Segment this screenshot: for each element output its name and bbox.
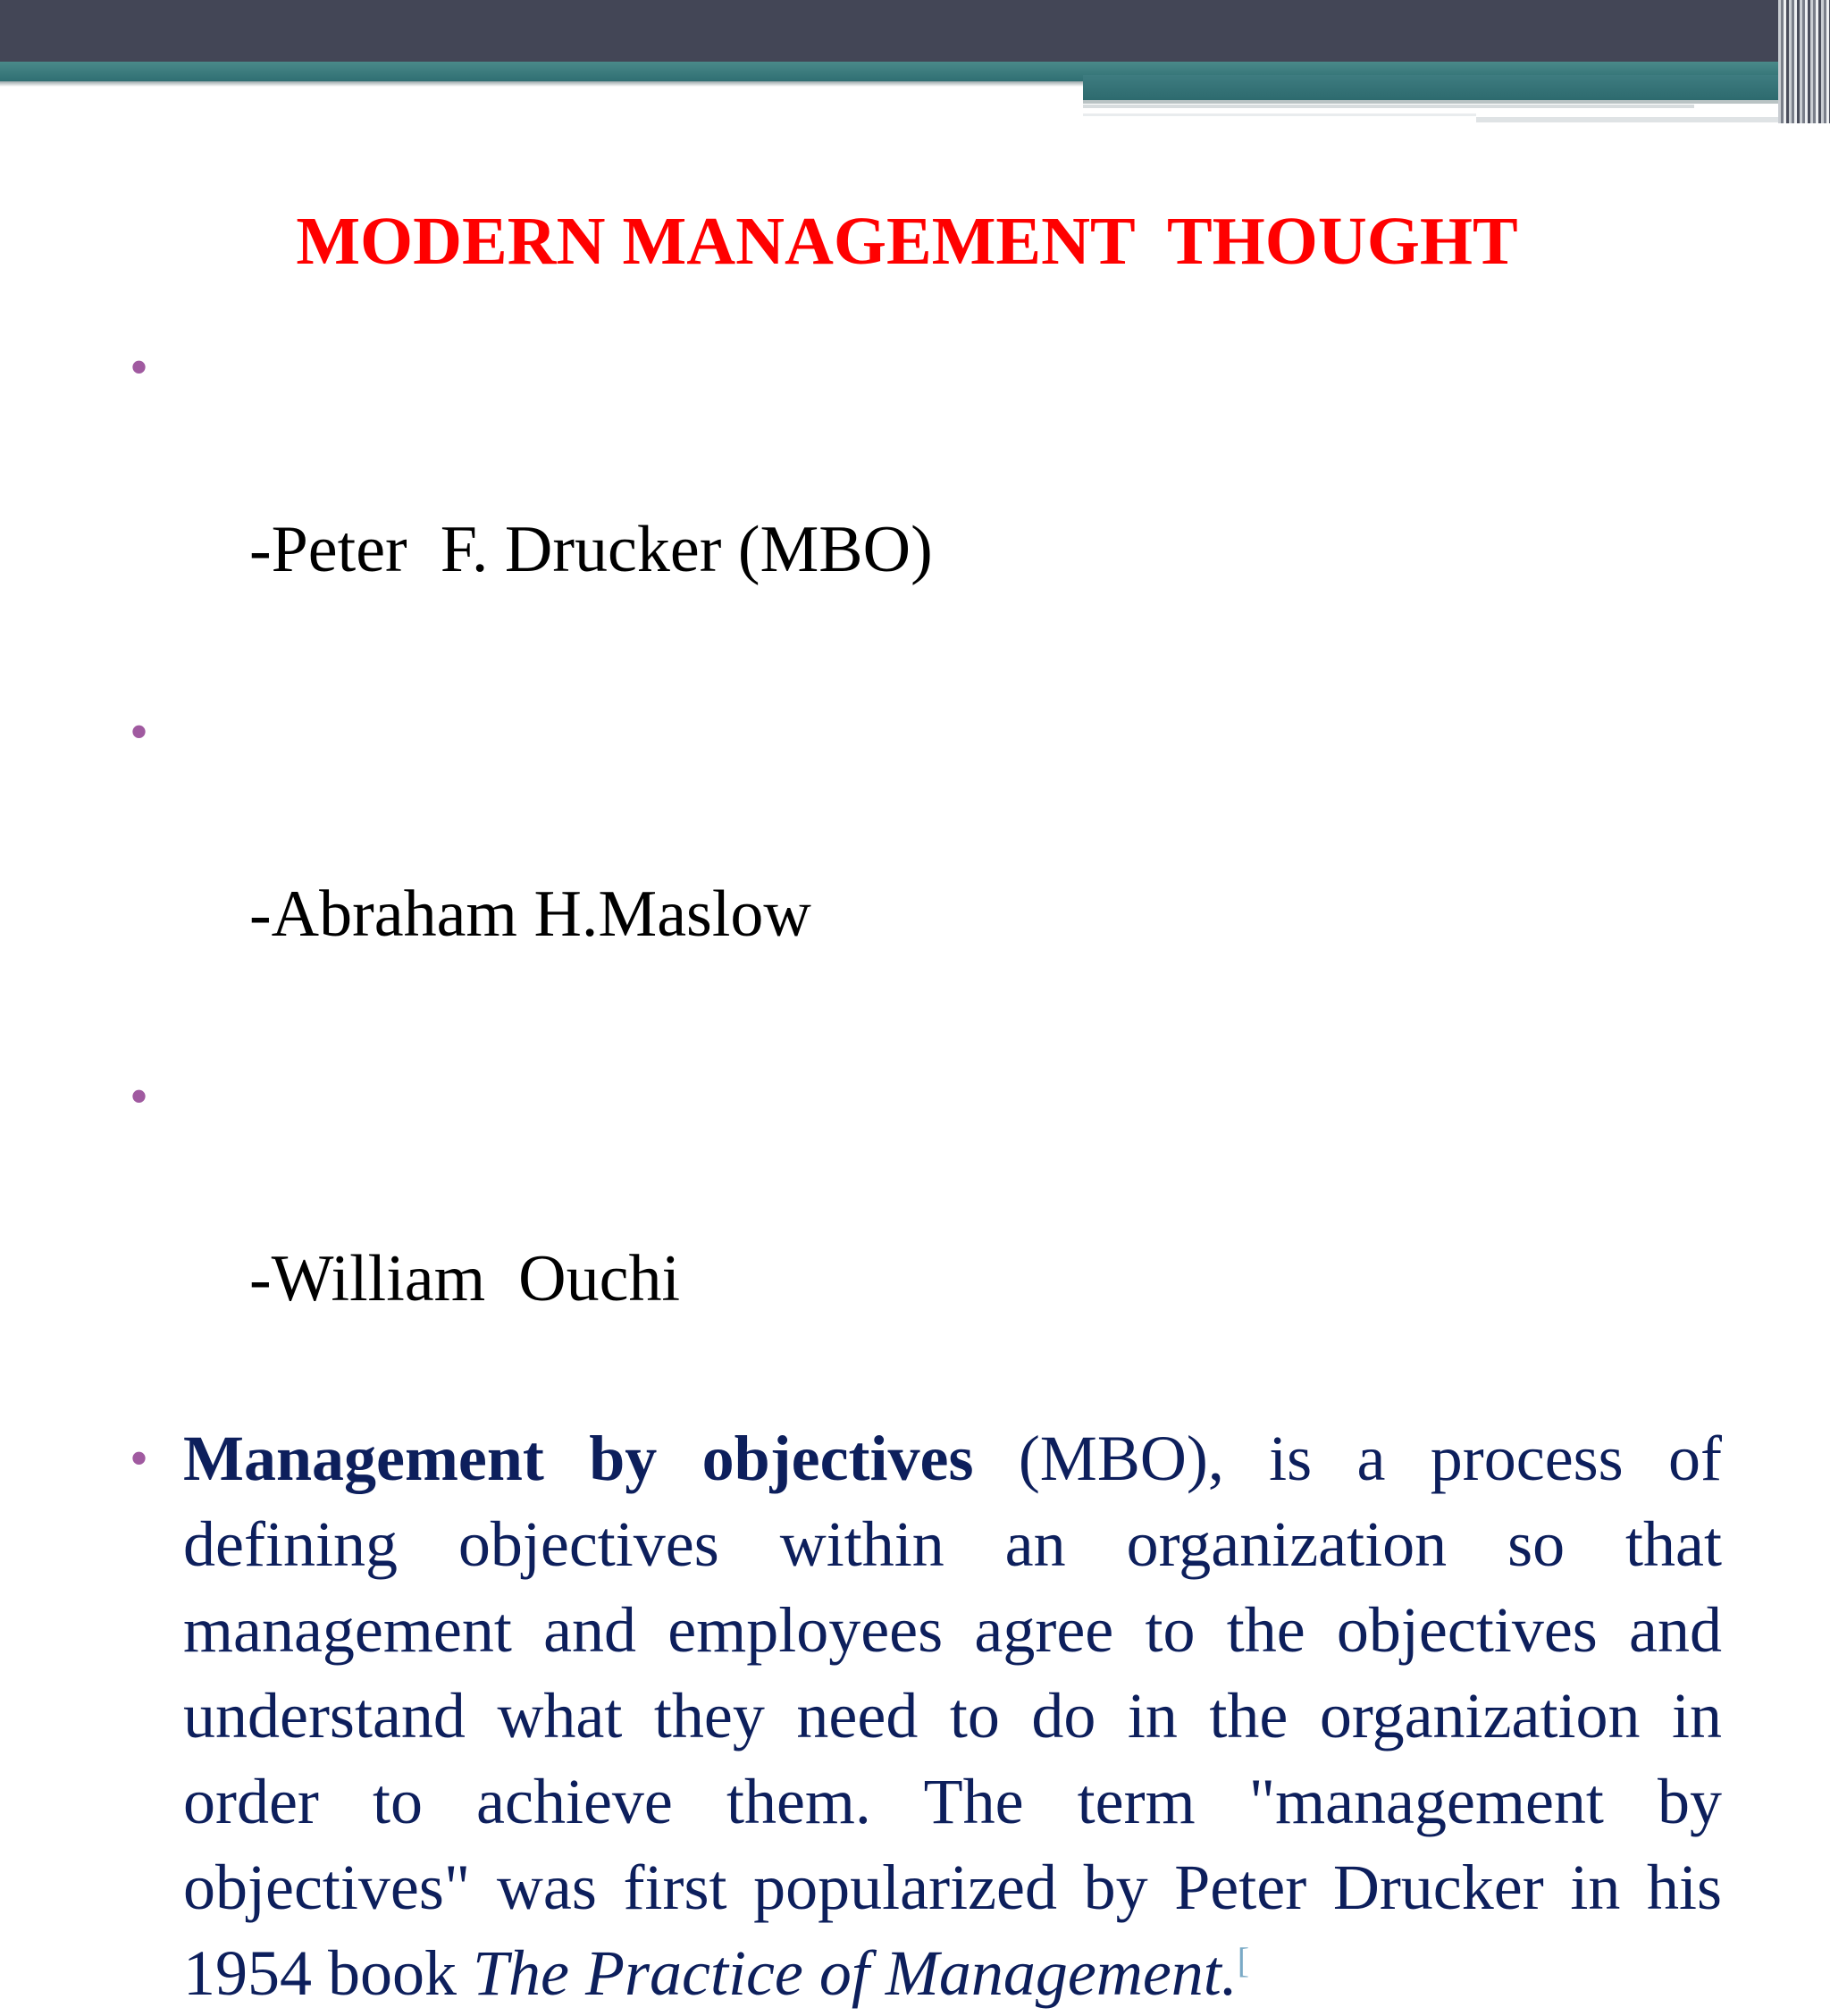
header-rule-1 — [1083, 105, 1694, 108]
book-title: The Practice of Management — [473, 1937, 1221, 2009]
header-band-shadow — [0, 81, 1083, 87]
header-band-teal-extension — [1083, 75, 1778, 100]
bullet-glyph: • — [130, 702, 149, 761]
end-punctuation: . — [1221, 1937, 1238, 2009]
bullet-glyph: • — [130, 338, 149, 397]
header-edge-stripes — [1778, 0, 1830, 123]
bullet-list — [130, 322, 1720, 2016]
header-rule-3 — [1476, 117, 1796, 122]
bullet-text: -William Ouchi — [249, 1242, 681, 1315]
bullet-text: -Peter F. Drucker (MBO) — [249, 513, 933, 586]
bullet-item-maslow — [130, 686, 1720, 1051]
slide-title: MODERN MANAGEMENT THOUGHT — [296, 204, 1518, 279]
mbo-definition-text: (MBO), is a process of defining objectives within an organization so that management and employees agree to the objectives and understand what they need to do in the organization in order to achieve them. The term "management by objectives" was first popularized by Peter Drucker in his 1954 book — [183, 1423, 1722, 2009]
bullet-glyph: • — [130, 1067, 149, 1126]
bullet-item-mbo-definition — [130, 1415, 1722, 2016]
bullet-glyph: • — [130, 1429, 149, 1488]
header-band-dark — [0, 0, 1778, 62]
header-band-extension-shadow — [1083, 100, 1778, 104]
bullet-text: -Abraham H.Maslow — [249, 878, 811, 951]
bullet-item-ouchi — [130, 1051, 1720, 1415]
mbo-term: Management by objectives — [183, 1423, 974, 1494]
header-rule-2 — [1083, 113, 1476, 116]
reference-link[interactable]: [ — [1237, 1940, 1250, 1980]
bullet-item-drucker — [130, 322, 1720, 686]
